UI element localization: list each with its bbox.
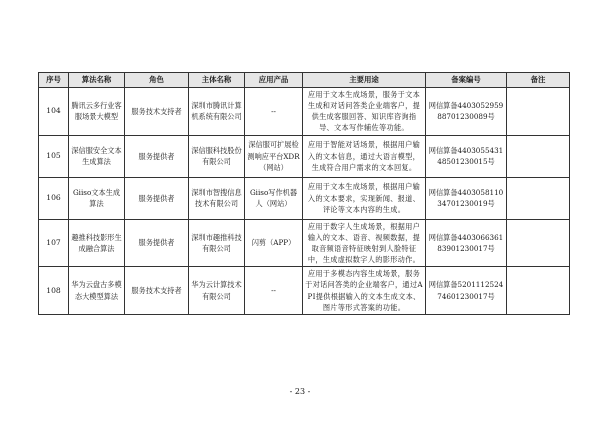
header-seq: 序号 [39, 73, 69, 88]
table-header-row [39, 73, 570, 88]
header-record: 备案编号 [426, 73, 507, 88]
cell-note [507, 267, 570, 315]
cell-record: 网信算备440305543148501230015号 [426, 135, 507, 177]
cell-role: 服务提供者 [125, 219, 189, 267]
cell-algorithm: Giiso文本生成算法 [69, 177, 125, 219]
cell-role: 服务提供者 [125, 135, 189, 177]
algorithm-registry-table [38, 72, 570, 315]
header-role: 角色 [125, 73, 189, 88]
header-entity: 主体名称 [189, 73, 245, 88]
cell-note [507, 177, 570, 219]
cell-role: 服务提供者 [125, 177, 189, 219]
cell-purpose: 应用于智能对话场景，根据用户输入的文本信息，通过大语言模型，生成符合用户需求的文本回复。 [303, 135, 426, 177]
cell-record: 网信算备440305295988701230089号 [426, 88, 507, 136]
cell-role: 服务技术支持者 [125, 267, 189, 315]
cell-algorithm: 趣推科技影形生成融合算法 [69, 219, 125, 267]
cell-product: 闪剪（APP） [245, 219, 303, 267]
cell-seq: 105 [39, 135, 69, 177]
table-row [39, 267, 570, 315]
cell-seq: 107 [39, 219, 69, 267]
cell-algorithm: 深信服安全文本生成算法 [69, 135, 125, 177]
cell-seq: 104 [39, 88, 69, 136]
cell-record: 网信算备440306636183901230017号 [426, 219, 507, 267]
table-row [39, 177, 570, 219]
cell-purpose: 应用于多模态内容生成场景，服务于对话问答类的企业端客户，通过API提供根据输入的文本生成文本、图片等形式答案的功能。 [303, 267, 426, 315]
cell-algorithm: 华为云盘古多模态大模型算法 [69, 267, 125, 315]
table-row [39, 219, 570, 267]
cell-entity: 深圳市趣推科技有限公司 [189, 219, 245, 267]
cell-purpose: 应用于文本生成场景，根据用户输入的文本要求，实现新闻、报道、评论等文本内容的生成。 [303, 177, 426, 219]
cell-entity: 深信服科技股份有限公司 [189, 135, 245, 177]
cell-record: 网信算备520111252474601230017号 [426, 267, 507, 315]
cell-entity: 深圳市腾讯计算机系统有限公司 [189, 88, 245, 136]
cell-note [507, 219, 570, 267]
cell-product: -- [245, 267, 303, 315]
cell-seq: 106 [39, 177, 69, 219]
table-row [39, 135, 570, 177]
cell-entity: 华为云计算技术有限公司 [189, 267, 245, 315]
table-row [39, 88, 570, 136]
header-algorithm: 算法名称 [69, 73, 125, 88]
cell-record: 网信算备440305811034701230019号 [426, 177, 507, 219]
page-number: - 23 - [289, 387, 311, 396]
cell-note [507, 135, 570, 177]
cell-role: 服务技术支持者 [125, 88, 189, 136]
cell-algorithm: 腾讯云多行业客服场景大模型 [69, 88, 125, 136]
cell-product: -- [245, 88, 303, 136]
cell-note [507, 88, 570, 136]
cell-purpose: 应用于文本生成场景，服务于文本生成和对话问答类企业端客户，提供生成客服回答、知识库咨询指导、文本写作辅佐等功能。 [303, 88, 426, 136]
cell-product: Giiso写作机器人（网站） [245, 177, 303, 219]
cell-seq: 108 [39, 267, 69, 315]
header-purpose: 主要用途 [303, 73, 426, 88]
cell-purpose: 应用于数字人生成场景，根据用户输入的文本、语音、视频数据，提取音频语音特征映射到人脸特征中，生成虚拟数字人的影形动作。 [303, 219, 426, 267]
cell-entity: 深圳市智搜信息技术有限公司 [189, 177, 245, 219]
header-note: 备注 [507, 73, 570, 88]
cell-product: 深信服可扩展检测响应平台XDR（网站） [245, 135, 303, 177]
header-product: 应用产品 [245, 73, 303, 88]
